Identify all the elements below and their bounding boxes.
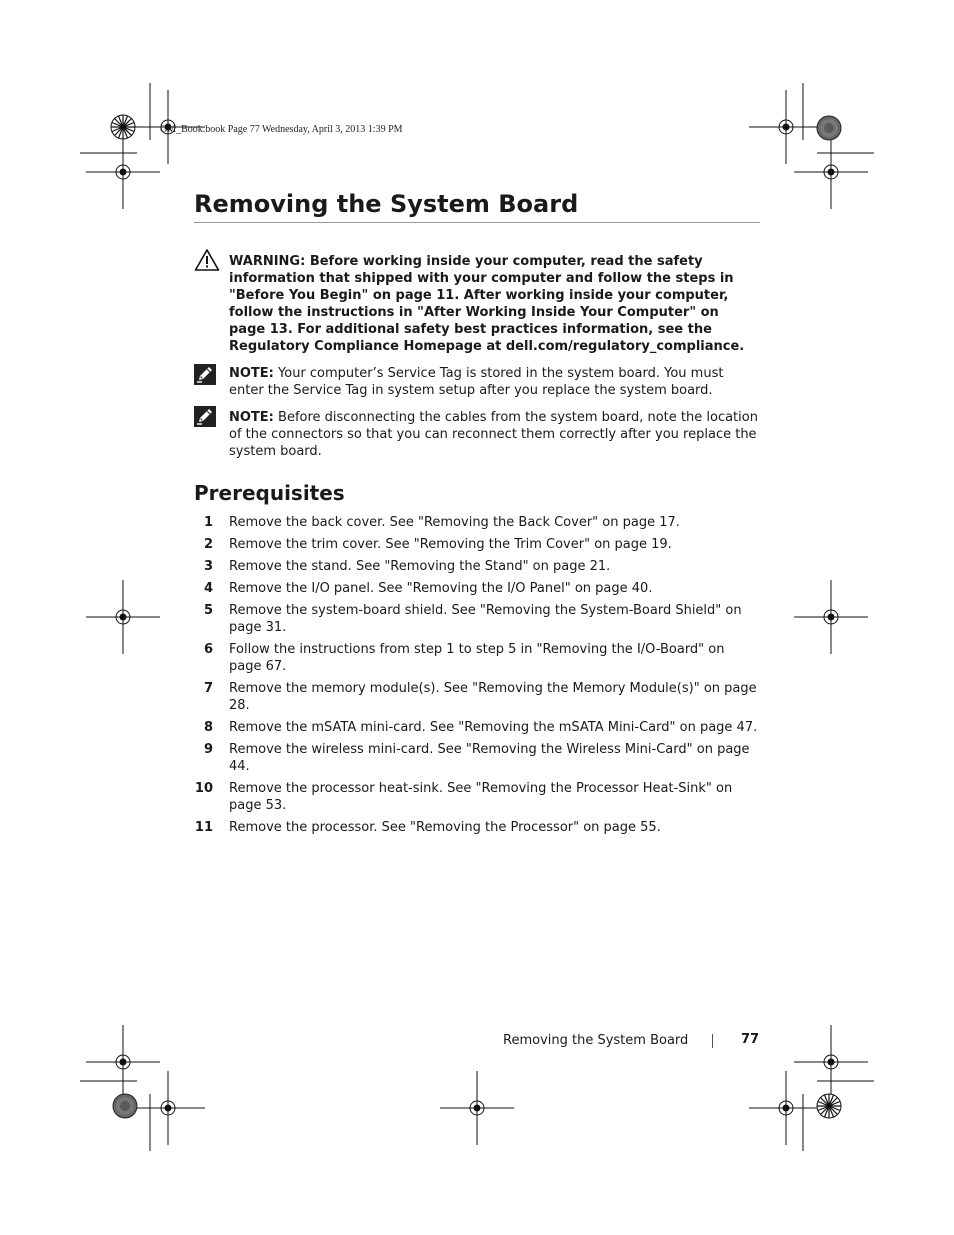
note-service-tag	[229, 365, 759, 399]
step-text: Remove the mSATA mini-card. See "Removing the mSATA Mini-Card" on page 47.	[229, 720, 758, 735]
list-item	[194, 558, 760, 575]
note-label: NOTE:	[229, 366, 274, 381]
footer-divider	[712, 1034, 713, 1048]
list-item	[194, 719, 760, 736]
warning-block	[229, 253, 759, 355]
step-number: 5	[203, 603, 213, 618]
step-text: Remove the memory module(s). See "Removing the Memory Module(s)" on page 28.	[229, 681, 757, 713]
step-number: 4	[203, 581, 213, 596]
step-number: 3	[203, 559, 213, 574]
page-title: Removing the System Board	[194, 189, 760, 223]
step-text: Remove the trim cover. See "Removing the Trim Cover" on page 19.	[229, 537, 672, 552]
warning-label: WARNING:	[229, 254, 306, 269]
list-item	[194, 819, 760, 836]
footer-section-title: Removing the System Board	[503, 1033, 689, 1048]
warning-icon	[194, 248, 220, 272]
prerequisite-steps	[194, 514, 760, 841]
warning-text: Before working inside your computer, read the safety information that shipped with your computer and follow the steps in "Before You Begin" on page 11. After working inside your computer, follow the instructions in "After Working Inside Your Computer" on page 13. For additional safety best practices information, see the Regulatory Compliance Homepage at dell.com/regulatory_compliance.	[229, 254, 745, 354]
step-number: 9	[203, 742, 213, 757]
list-item	[194, 602, 760, 636]
step-number: 1	[203, 515, 213, 530]
note-text: Before disconnecting the cables from the system board, note the location of the connectors so that you can reconnect them correctly after you replace the system board.	[229, 410, 758, 459]
list-item	[194, 780, 760, 814]
print-slug: OM_Book.book Page 77 Wednesday, April 3, 2013 1:39 PM	[160, 124, 403, 135]
step-text: Remove the system-board shield. See "Removing the System-Board Shield" on page 31.	[229, 603, 742, 635]
step-text: Remove the back cover. See "Removing the Back Cover" on page 17.	[229, 515, 680, 530]
page-number: 77	[741, 1032, 760, 1047]
step-number: 2	[203, 537, 213, 552]
step-number: 6	[203, 642, 213, 657]
list-item	[194, 536, 760, 553]
step-text: Remove the processor heat-sink. See "Removing the Processor Heat-Sink" on page 53.	[229, 781, 733, 813]
step-number: 8	[203, 720, 213, 735]
step-text: Remove the I/O panel. See "Removing the I/O Panel" on page 40.	[229, 581, 653, 596]
step-text: Follow the instructions from step 1 to step 5 in "Removing the I/O-Board" on page 67.	[229, 642, 725, 674]
list-item	[194, 680, 760, 714]
list-item	[194, 514, 760, 531]
step-number: 11	[194, 820, 213, 835]
step-text: Remove the stand. See "Removing the Stand" on page 21.	[229, 559, 611, 574]
note-cables	[229, 409, 759, 460]
list-item	[194, 741, 760, 775]
note-label: NOTE:	[229, 410, 274, 425]
note-pencil-icon	[194, 364, 216, 385]
list-item	[194, 641, 760, 675]
list-item	[194, 580, 760, 597]
note-pencil-icon	[194, 406, 216, 427]
note-text: Your computer’s Service Tag is stored in the system board. You must enter the Service Tag in system setup after you replace the system board.	[229, 366, 724, 398]
step-number: 10	[194, 781, 213, 796]
prerequisites-heading: Prerequisites	[194, 481, 345, 505]
step-text: Remove the wireless mini-card. See "Removing the Wireless Mini-Card" on page 44.	[229, 742, 750, 774]
step-number: 7	[203, 681, 213, 696]
step-text: Remove the processor. See "Removing the Processor" on page 55.	[229, 820, 661, 835]
